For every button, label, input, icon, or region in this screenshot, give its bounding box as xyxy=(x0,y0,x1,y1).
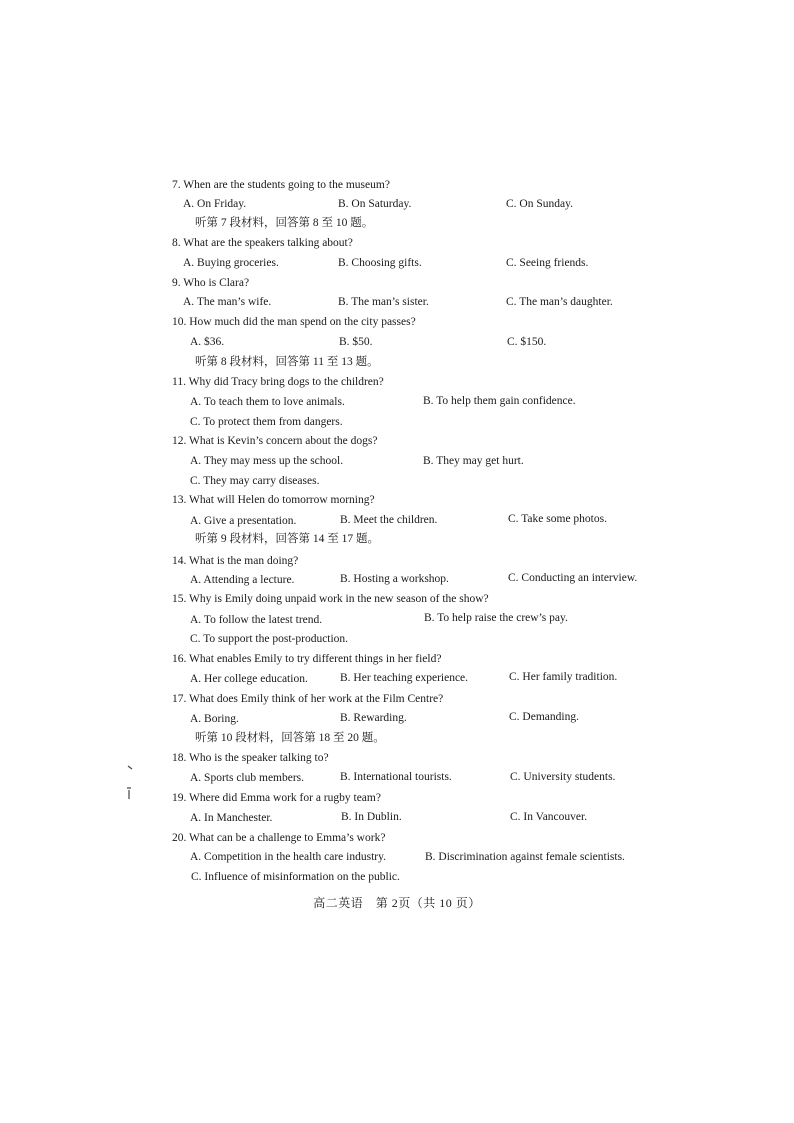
question-16-stem: 16. What enables Emily to try different things in her field? xyxy=(172,653,442,665)
question-9-stem: 9. Who is Clara? xyxy=(172,277,250,289)
question-19-option-a: A. In Manchester. xyxy=(190,812,273,824)
question-10-option-a: A. $36. xyxy=(190,336,225,348)
page-footer: 高二英语 第 2页（共 10 页） xyxy=(313,896,481,910)
question-17-option-b: B. Rewarding. xyxy=(340,712,407,724)
question-18-option-b: B. International tourists. xyxy=(340,771,452,783)
question-17-option-a: A. Boring. xyxy=(190,713,239,725)
section-10-instruction: 听第 10 段材料，回答第 18 至 20 题。 xyxy=(195,732,385,744)
question-7-stem: 7. When are the students going to the museum? xyxy=(172,179,390,191)
question-12-stem: 12. What is Kevin’s concern about the dogs? xyxy=(172,435,378,447)
question-13-option-a: A. Give a presentation. xyxy=(190,515,297,527)
question-9-option-c: C. The man’s daughter. xyxy=(506,296,613,308)
question-13-option-c: C. Take some photos. xyxy=(508,513,607,525)
question-11-option-c: C. To protect them from dangers. xyxy=(190,416,343,428)
question-9-option-a: A. The man’s wife. xyxy=(183,296,272,308)
question-12-option-c: C. They may carry diseases. xyxy=(190,475,320,487)
question-11-option-b: B. To help them gain confidence. xyxy=(423,395,576,407)
question-14-option-c: C. Conducting an interview. xyxy=(508,572,638,584)
question-10-stem: 10. How much did the man spend on the city passes? xyxy=(172,316,416,328)
question-8-option-c: C. Seeing friends. xyxy=(506,257,589,269)
question-7-option-c: C. On Sunday. xyxy=(506,198,573,210)
question-20-option-c: C. Influence of misinformation on the public. xyxy=(191,871,400,883)
scan-mark-bottom xyxy=(126,786,132,803)
question-18-stem: 18. Who is the speaker talking to? xyxy=(172,752,329,764)
question-8-option-b: B. Choosing gifts. xyxy=(338,257,422,269)
question-11-stem: 11. Why did Tracy bring dogs to the children? xyxy=(172,376,384,388)
section-9-instruction: 听第 9 段材料，回答第 14 至 17 题。 xyxy=(195,533,379,545)
question-10-option-b: B. $50. xyxy=(339,336,373,348)
question-20-stem: 20. What can be a challenge to Emma’s work? xyxy=(172,832,386,844)
question-15-option-a: A. To follow the latest trend. xyxy=(190,614,323,626)
question-20-option-a: A. Competition in the health care industry. xyxy=(190,851,386,863)
question-7-option-b: B. On Saturday. xyxy=(338,198,412,210)
question-8-option-a: A. Buying groceries. xyxy=(183,257,279,269)
question-17-option-c: C. Demanding. xyxy=(509,711,579,723)
question-16-option-c: C. Her family tradition. xyxy=(509,671,618,683)
section-7-instruction: 听第 7 段材料，回答第 8 至 10 题。 xyxy=(195,217,374,229)
question-18-option-c: C. University students. xyxy=(510,771,616,783)
question-10-option-c: C. $150. xyxy=(507,336,547,348)
question-12-option-a: A. They may mess up the school. xyxy=(190,455,344,467)
question-12-option-b: B. They may get hurt. xyxy=(423,455,524,467)
question-15-option-c: C. To support the post-production. xyxy=(190,633,349,645)
question-7-option-a: A. On Friday. xyxy=(183,198,247,210)
question-15-option-b: B. To help raise the crew’s pay. xyxy=(424,612,568,624)
question-18-option-a: A. Sports club members. xyxy=(190,772,305,784)
question-15-stem: 15. Why is Emily doing unpaid work in the new season of the show? xyxy=(172,593,489,605)
question-14-option-b: B. Hosting a workshop. xyxy=(340,573,449,585)
question-14-option-a: A. Attending a lecture. xyxy=(190,574,295,586)
question-20-option-b: B. Discrimination against female scientists. xyxy=(425,851,625,863)
question-19-option-b: B. In Dublin. xyxy=(341,811,402,823)
question-8-stem: 8. What are the speakers talking about? xyxy=(172,237,353,249)
question-11-option-a: A. To teach them to love animals. xyxy=(190,396,345,408)
scan-mark-top xyxy=(127,762,133,774)
question-13-stem: 13. What will Helen do tomorrow morning? xyxy=(172,494,375,506)
section-8-instruction: 听第 8 段材料，回答第 11 至 13 题。 xyxy=(195,356,379,368)
question-19-option-c: C. In Vancouver. xyxy=(510,811,588,823)
question-16-option-b: B. Her teaching experience. xyxy=(340,672,469,684)
question-16-option-a: A. Her college education. xyxy=(190,673,308,685)
question-14-stem: 14. What is the man doing? xyxy=(172,555,299,567)
question-13-option-b: B. Meet the children. xyxy=(340,514,438,526)
question-17-stem: 17. What does Emily think of her work at the Film Centre? xyxy=(172,693,444,705)
question-9-option-b: B. The man’s sister. xyxy=(338,296,429,308)
question-19-stem: 19. Where did Emma work for a rugby team? xyxy=(172,792,381,804)
